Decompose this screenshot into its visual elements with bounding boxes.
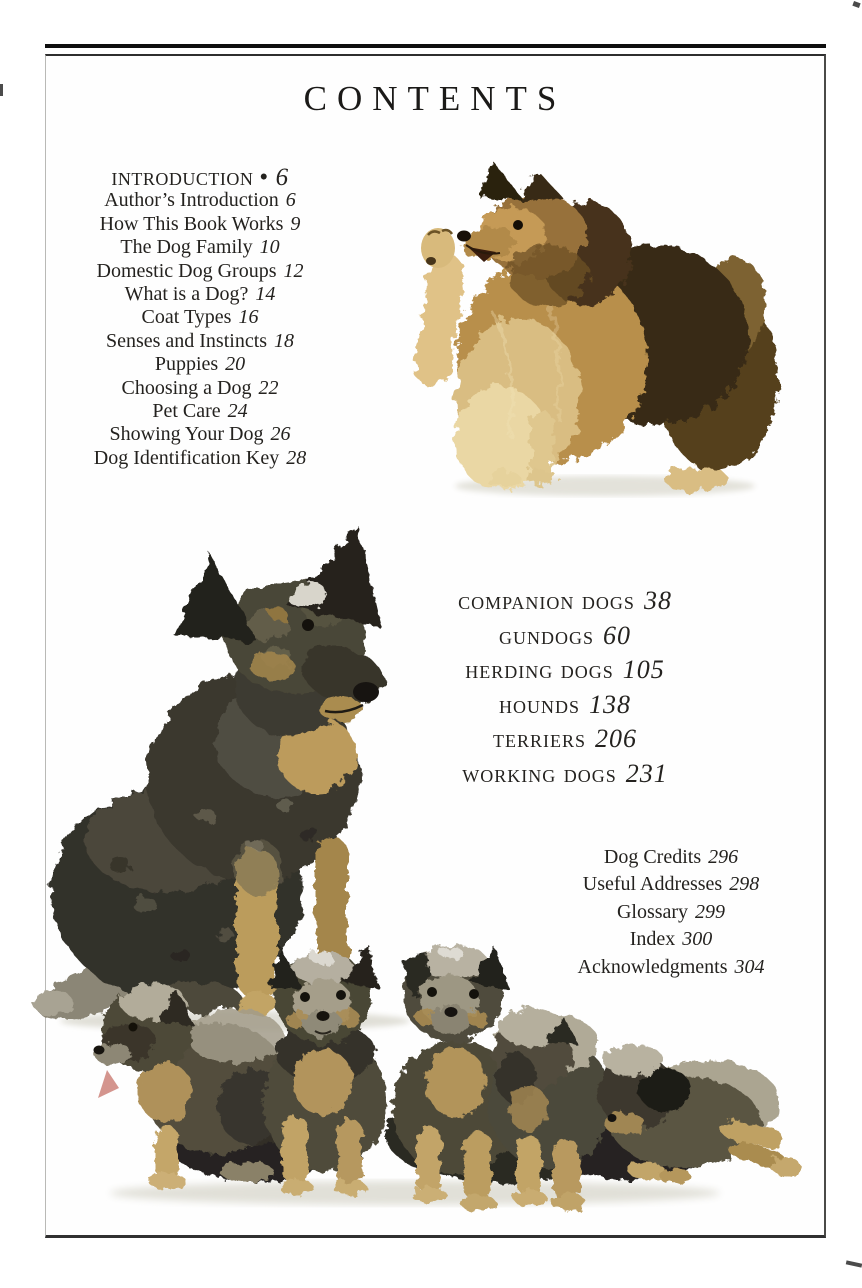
spitz-nose	[457, 231, 471, 242]
toc-entry	[55, 283, 345, 306]
toc-entry-page: 105	[622, 655, 665, 685]
toc-entry	[55, 236, 345, 259]
toc-entry-page: 16	[238, 306, 259, 329]
toc-entry	[415, 584, 715, 619]
puppy-eye	[129, 1023, 138, 1032]
toc-entry-label: How This Book Works	[99, 212, 284, 235]
toc-entry-page: 300	[682, 928, 713, 951]
toc-entry-label: Glossary	[616, 900, 689, 923]
toc-entry-label: What is a Dog?	[124, 283, 249, 306]
toc-entry-page: 26	[270, 423, 291, 446]
toc-entry-page: 298	[729, 873, 760, 896]
toc-entry-label: Dog Identification Key	[93, 446, 280, 469]
back-matter-toc-section	[540, 844, 802, 981]
toc-entry-introduction	[55, 166, 345, 189]
toc-entry	[540, 871, 802, 898]
puppy-eye	[300, 992, 310, 1002]
toc-entry-label: Choosing a Dog	[121, 376, 252, 399]
introduction-toc-section	[55, 166, 345, 470]
puppy-nose	[94, 1046, 105, 1055]
toc-entry	[55, 306, 345, 329]
toc-entry-bullet: •	[259, 164, 269, 191]
toc-entry	[540, 899, 802, 926]
toc-entry-page: 9	[290, 212, 301, 235]
toc-entry-page: 12	[283, 259, 304, 282]
toc-entry	[55, 423, 345, 446]
toc-entry	[55, 213, 345, 236]
toc-entry-label: working dogs	[462, 758, 617, 788]
puppy-nose	[317, 1011, 330, 1021]
top-rule-thick	[45, 44, 826, 48]
toc-entry	[55, 377, 345, 400]
spitz-ear	[478, 161, 522, 199]
toc-entry-page: 231	[625, 758, 668, 788]
toc-entry-label: Showing Your Dog	[109, 423, 264, 446]
toc-entry-page: 22	[258, 376, 279, 399]
toc-entry-page: 60	[603, 620, 631, 650]
toc-entry	[540, 926, 802, 953]
toc-entry-page: 24	[227, 400, 248, 423]
breed-groups-toc-section	[415, 584, 715, 792]
toc-entry	[55, 260, 345, 283]
toc-entry-label: Domestic Dog Groups	[96, 259, 277, 282]
toc-entry-page: 38	[643, 586, 672, 615]
cattle-dog-eye	[302, 619, 314, 631]
toc-entry-page: 296	[708, 846, 739, 868]
scan-artifact	[846, 1260, 862, 1267]
toc-entry-page: 304	[734, 955, 765, 978]
toc-entry-page: 6	[275, 164, 289, 191]
toc-entry-label: Useful Addresses	[582, 873, 723, 896]
spitz-dog-body	[412, 161, 778, 491]
toc-entry-label: gundogs	[498, 620, 594, 650]
toc-entry-page: 206	[595, 724, 637, 754]
toc-entry	[55, 189, 345, 212]
puppy-nose	[445, 1007, 458, 1017]
scan-artifact	[0, 84, 3, 96]
toc-entry	[540, 844, 802, 871]
toc-entry	[415, 757, 715, 792]
toc-entry-page: 6	[285, 189, 296, 212]
toc-entry-label: Author’s Introduction	[104, 189, 279, 212]
puppy-tongue	[98, 1070, 119, 1098]
toc-entry-label: introduction	[111, 164, 254, 191]
toc-entry-page: 18	[274, 329, 295, 352]
toc-entry-label: Senses and Instincts	[105, 329, 268, 352]
toc-entry-label: The Dog Family	[120, 236, 253, 259]
toc-entry	[415, 653, 715, 688]
spitz-raised-paw	[421, 228, 455, 268]
spitz-eye	[513, 220, 523, 230]
page-title: contents	[303, 65, 567, 121]
toc-entry-page: 138	[589, 689, 631, 719]
toc-entry	[415, 722, 715, 757]
toc-entry-page: 14	[255, 283, 276, 306]
toc-entry-label: hounds	[498, 689, 580, 719]
toc-entry	[55, 353, 345, 376]
toc-entry-label: companion dogs	[458, 586, 635, 615]
spitz-ear	[519, 169, 564, 200]
toc-entry-page: 20	[225, 353, 246, 376]
toc-entry-label: herding dogs	[465, 655, 614, 685]
scan-artifact	[852, 1, 860, 8]
puppy-eye	[427, 987, 437, 997]
puppy-eye	[336, 990, 346, 1000]
toc-entry-label: Acknowledgments	[577, 955, 728, 978]
toc-entry	[540, 954, 802, 981]
toc-entry	[55, 400, 345, 423]
toc-entry-label: Puppies	[154, 353, 219, 376]
toc-entry-label: terriers	[492, 724, 586, 754]
toc-entry-label: Dog Credits	[603, 846, 702, 868]
cattle-dog-nose	[353, 682, 379, 702]
toc-entry-page: 10	[259, 236, 280, 259]
puppy-eye	[469, 989, 479, 999]
puppy-nose	[608, 1114, 617, 1122]
toc-entry-label: Index	[629, 928, 676, 951]
spitz-dog-photo	[400, 155, 790, 500]
toc-entry	[55, 330, 345, 353]
toc-entry	[55, 447, 345, 470]
toc-entry	[415, 688, 715, 723]
toc-entry-label: Coat Types	[141, 306, 232, 329]
toc-entry-page: 299	[695, 900, 726, 923]
toc-entry	[415, 619, 715, 654]
toc-entry-label: Pet Care	[152, 400, 221, 423]
toc-entry-page: 28	[286, 446, 307, 469]
